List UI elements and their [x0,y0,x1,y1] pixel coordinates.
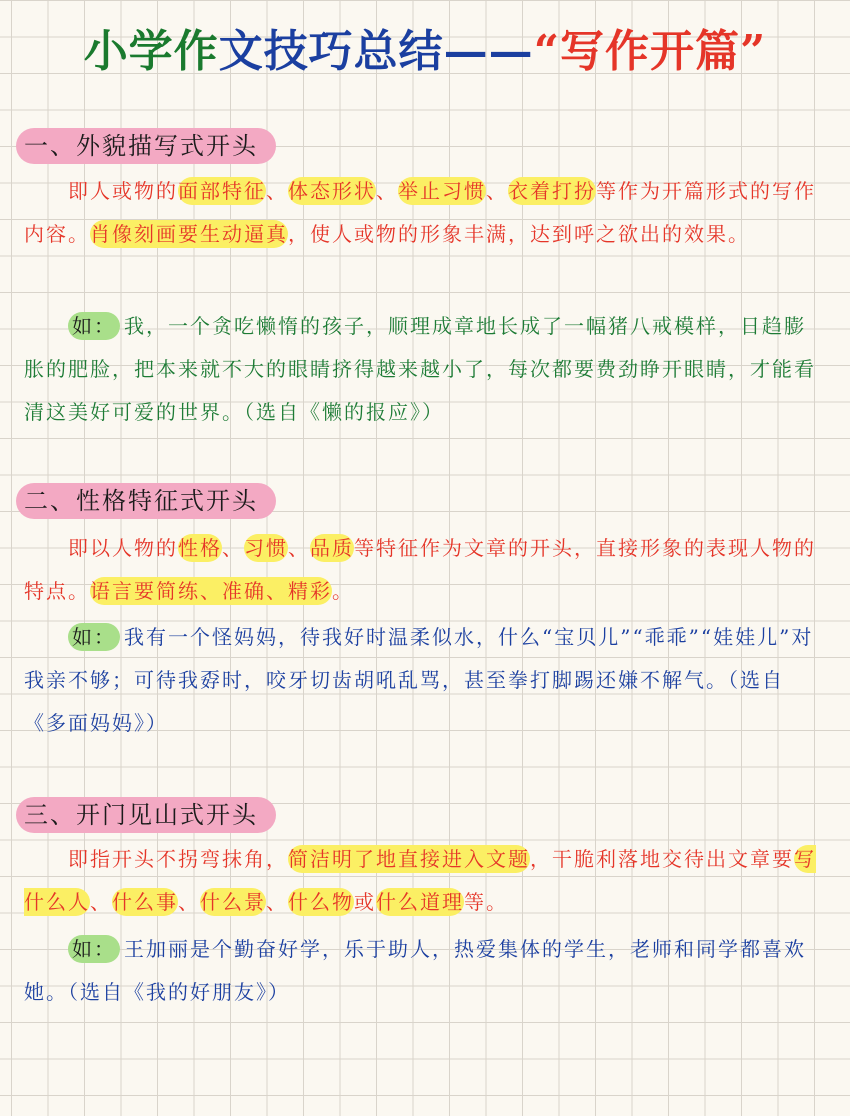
desc-text: ，使人或物的形象丰满，达到呼之欲出的效果。 [288,222,750,246]
example-text: 我，一个贪吃懒惰的孩子，顺理成章地长成了一幅猪八戒模样，日趋膨胀的肥脸，把本来就不大的眼睛挤得越来越小了，每次都要费劲睁开眼睛，才能看清这美好可爱的世界。（选自《懒的报应》） [24,314,816,424]
title-part-2: 文 [218,26,264,77]
section-3-example [24,928,824,1014]
section-heading-3: 三、开门见山式开头 [16,797,276,833]
example-text: 我有一个怪妈妈，待我好时温柔似水，什么“宝贝儿”“乖乖”“娃娃儿”对我亲不够；可待我孬时，咬牙切齿胡吼乱骂，甚至拳打脚踢还嫌不解气。（选自《多面妈妈》） [24,625,814,735]
desc-text: 、 [222,536,244,560]
desc-text: 即人或物的 [68,179,178,203]
desc-text: 、 [376,179,398,203]
desc-text: 。 [332,579,354,603]
desc-text: 或 [354,890,376,914]
desc-text: 、 [266,890,288,914]
highlight: 写什么人 [24,847,816,914]
highlight: 体态形状 [288,179,376,203]
highlight: 什么事 [112,890,178,914]
example-label: 如： [68,312,120,340]
title-part-3: 技巧总结—— [263,26,534,77]
highlight: 简洁明了地直接进入文题 [288,847,530,871]
example-label: 如： [68,935,120,963]
desc-text: 即指开头不拐弯抹角， [68,847,288,871]
highlight: 习惯 [244,536,288,560]
desc-text: 、 [288,536,310,560]
desc-text: 等。 [464,890,508,914]
desc-text: 等作为开篇形式的写作内容。 [24,179,816,246]
desc-text: 、 [486,179,508,203]
title-part-1: 小学作 [83,26,219,77]
highlight: 肖像刻画要生动逼真 [90,222,288,246]
highlight: 品质 [310,536,354,560]
section-2-description [24,527,824,613]
desc-text: 、 [178,890,200,914]
highlight: 衣着打扮 [508,179,596,203]
section-2-example [24,616,824,745]
highlight: 语言要简练、准确、精彩 [90,579,332,603]
section-1-description [24,170,824,256]
desc-text: ，干脆利落地交待出文章要 [530,847,794,871]
desc-text: 、 [90,890,112,914]
highlight: 面部特征 [178,179,266,203]
highlight: 什么物 [288,890,354,914]
example-text: 王加丽是个勤奋好学，乐于助人，热爱集体的学生，老师和同学都喜欢她。（选自《我的好朋友》） [24,937,806,1004]
page-title [0,22,850,82]
desc-text: 即以人物的 [68,536,178,560]
highlight: 什么景 [200,890,266,914]
section-1-example [24,305,824,434]
highlight: 性格 [178,536,222,560]
desc-text: 、 [266,179,288,203]
example-label: 如： [68,623,120,651]
highlight: 什么道理 [376,890,464,914]
section-heading-1: 一、外貌描写式开头 [16,128,276,164]
desc-text: 等特征作为文章的开头，直接形象的表现人物的特点。 [24,536,816,603]
highlight: 举止习惯 [398,179,486,203]
title-part-4: “写作开篇” [533,26,767,77]
section-3-description [24,838,824,924]
section-heading-2: 二、性格特征式开头 [16,483,276,519]
